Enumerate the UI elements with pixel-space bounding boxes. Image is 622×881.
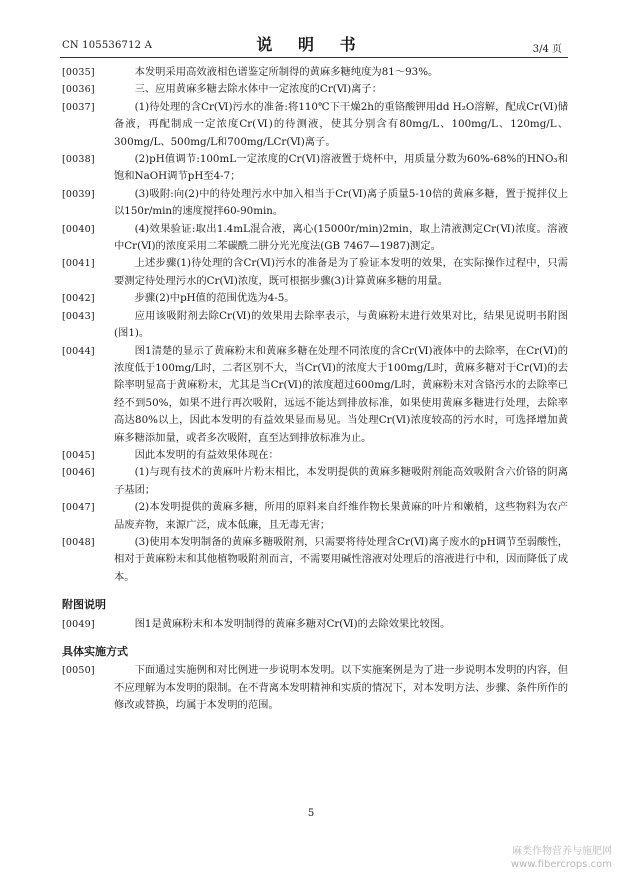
paragraph-text: 因此本发明的有益效果体现在： xyxy=(134,448,279,461)
paragraph-text: 上述步骤(1)待处理的含Cr(Ⅵ)污水的准备是为了验证本发明的效果，在实际操作过程中，只需要测定待处理污水的Cr(Ⅵ)浓度，既可根据步骤(3)计算黄麻多糖的用量。 xyxy=(114,257,568,287)
watermark-line-2: www.fibercrops.com xyxy=(510,859,612,870)
paragraph xyxy=(62,616,568,633)
paragraph xyxy=(62,255,568,290)
paragraph-number: [0044] xyxy=(62,345,95,357)
paragraph-list xyxy=(62,64,568,586)
paragraph-text: 本发明采用高效液相色谱鉴定所制得的黄麻多糖纯度为81～93%。 xyxy=(134,66,439,78)
paragraph-number: [0045] xyxy=(62,449,95,461)
paragraph xyxy=(62,64,568,81)
section-heading-figures: 附图说明 xyxy=(62,598,106,612)
paragraph xyxy=(62,151,568,186)
paragraph-number: [0042] xyxy=(62,293,95,305)
paragraph-text: 图1清楚的显示了黄麻粉末和黄麻多糖在处理不同浓度的含Cr(Ⅵ)液体中的去除率，在Cr(Ⅵ)的浓度低于100mg/L时，二者区别不大，当Cr(Ⅵ)的浓度大于100mg/L时，黄麻多糖对于Cr(Ⅵ)的去除率明显高于黄麻粉末，尤其是当Cr(Ⅵ)的浓度超过600mg/L时，黄麻粉末对含铬污水的去除率已经不到50%，如果不进行再次吸附，远远不能达到排放标准，如果使用黄麻多糖进行处理，去除率高达80%以上，因此本发明的有益效果显而易见。当处理Cr(Ⅵ)浓度较高的污水时，可选择增加黄麻多糖添加量，或者多次吸附，直至达到排放标准为止。 xyxy=(114,344,568,444)
paragraph-text: (2)pH值调节:100mL一定浓度的Cr(Ⅵ)溶液置于烧杯中，用质量分数为60%-68%的HNO₃和饱和NaOH调节pH至4-7； xyxy=(114,153,568,183)
paragraph xyxy=(62,447,568,464)
document-title: 说 明 书 xyxy=(256,35,366,54)
paragraph-text: 图1是黄麻粉末和本发明制得的黄麻多糖对Cr(Ⅵ)的去除效果比较图。 xyxy=(134,617,451,630)
patent-number: CN 105536712 A xyxy=(62,40,153,51)
paragraph xyxy=(62,186,568,221)
paragraph xyxy=(62,499,568,534)
page-header xyxy=(0,0,622,58)
header-rule xyxy=(60,57,568,58)
section-heading-embodiment: 具体实施方式 xyxy=(62,645,128,658)
paragraph-number: [0050] xyxy=(62,665,95,677)
paragraph-number: [0037] xyxy=(62,101,95,113)
paragraph xyxy=(62,308,568,343)
paragraph-text: (3)吸附:向(2)中的待处理污水中加入相当于Cr(Ⅵ)离子质量5-10倍的黄麻多糖，置于搅拌仪上以150r/min的速度搅拌60-90min。 xyxy=(114,187,568,218)
paragraph xyxy=(62,99,568,151)
paragraph-number: [0048] xyxy=(62,536,95,548)
paragraph-number: [0041] xyxy=(62,258,95,270)
document-body xyxy=(62,64,568,715)
paragraph xyxy=(62,81,568,98)
watermark xyxy=(511,845,612,871)
paragraph xyxy=(62,662,568,714)
paragraph-text: 步骤(2)中pH值的范围优选为4-5。 xyxy=(134,292,295,305)
paragraph-text: 下面通过实施例和对比例进一步说明本发明。以下实施案例是为了进一步说明本发明的内容，但不应理解为本发明的限制。在不背离本发明精神和实质的情况下，对本发明方法、步骤、条件所作的修改或替换，均属于本发明的范围。 xyxy=(114,664,568,712)
watermark-line-1: 麻类作物营养与施肥网 xyxy=(512,846,612,857)
paragraph-text: (1)与现有技术的黄麻叶片粉末相比，本发明提供的黄麻多糖吸附剂能高效吸附含六价铬的阴离子基团； xyxy=(114,466,568,496)
paragraph xyxy=(62,343,568,447)
paragraph-number: [0038] xyxy=(62,154,95,166)
paragraph-number: [0043] xyxy=(62,310,95,322)
paragraph-text: (3)使用本发明制备的黄麻多糖吸附剂，只需要将待处理含Cr(Ⅵ)离子废水的pH调节至弱酸性，相对于黄麻粉末和其他植物吸附剂而言，不需要用碱性溶液对处理后的溶液进行中和，因而降低了成本。 xyxy=(114,535,568,583)
paragraph-number: [0046] xyxy=(62,467,95,479)
paragraph xyxy=(62,534,568,586)
paragraph-text: 三、应用黄麻多糖去除水体中一定浓度的Cr(Ⅵ)离子： xyxy=(134,83,383,96)
paragraph-number: [0040] xyxy=(62,223,95,235)
paragraph xyxy=(62,290,568,307)
paragraph-text: (2)本发明提供的黄麻多糖，所用的原料来自纤维作物长果黄麻的叶片和嫩梢，这些物料为农产品废弃物，来源广泛，成本低廉，且无毒无害； xyxy=(114,501,568,531)
paragraph-number: [0049] xyxy=(62,618,95,630)
paragraph-text: (1)待处理的含Cr(Ⅵ)污水的准备:将110℃下干燥2h的重铬酸钾用dd H₂O溶解，配成Cr(Ⅵ)储备液，再配制成一定浓度Cr(Ⅵ)的待测液，使其分别含有80mg/L、100mg/L、120mg/L、300mg/L、500mg/L和700mg/LCr(Ⅵ)离子。 xyxy=(114,100,568,148)
paragraph xyxy=(62,221,568,256)
paragraph-text: (4)效果验证:取出1.4mL混合液，离心(15000r/min)2min，取上清液测定Cr(Ⅵ)浓度。溶液中Cr(Ⅵ)的浓度采用二苯碳酰二肼分光光度法(GB 7467—1987)测定。 xyxy=(114,222,568,253)
paragraph xyxy=(62,464,568,499)
paragraph-text: 应用该吸附剂去除Cr(Ⅵ)的效果用去除率表示，与黄麻粉末进行效果对比，结果见说明书附图(图1)。 xyxy=(114,309,568,340)
paragraph-number: [0036] xyxy=(62,84,95,96)
page-number: 5 xyxy=(307,808,315,819)
page-of-total: 3/4 页 xyxy=(532,44,562,55)
paragraph-number: [0039] xyxy=(62,188,95,200)
paragraph-number: [0047] xyxy=(62,502,95,514)
paragraph-number: [0035] xyxy=(62,67,95,78)
